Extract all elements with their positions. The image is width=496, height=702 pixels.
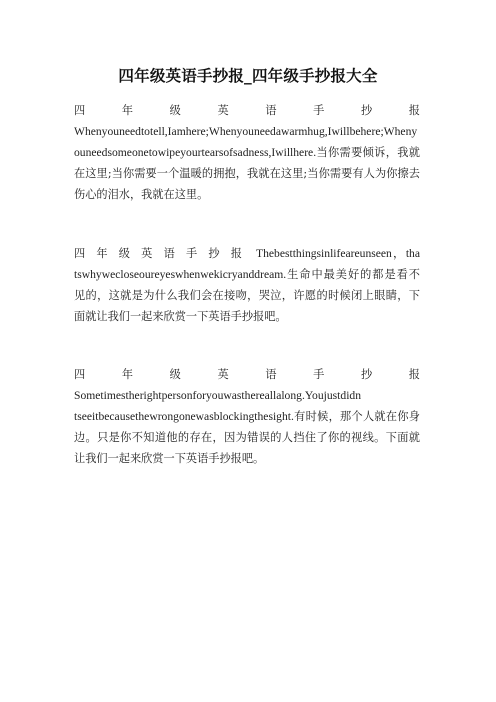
heading-char: 级	[118, 247, 130, 260]
heading-char: 手	[313, 368, 325, 381]
heading-char: 手	[313, 104, 325, 117]
heading-char: 抄	[360, 368, 373, 381]
heading-char: 英	[217, 368, 229, 381]
heading-char: 四	[74, 247, 86, 260]
paragraph-2-english: Thebestthingsinlifeareunseen，thatswhywecloseoureyeswhenwekicryanddream.	[74, 247, 420, 281]
paragraph-3-heading	[74, 364, 420, 385]
heading-char: 四	[74, 104, 86, 117]
heading-char: 手	[185, 247, 198, 260]
paragraph-1-body	[74, 121, 420, 205]
paragraph-2	[74, 243, 420, 327]
paragraph-3-english-line-1: Sometimestherightpersonforyouwasthereallalong.Youjustdidn	[74, 389, 362, 402]
paragraph-3-body	[74, 406, 420, 469]
paragraph-1-english: Whenyouneedtotell,Iamhere;Whenyouneedawarmhug,Iwillbehere;Whenyouneedsomeonetowipeyourtearsofsadness,Iwillhere.	[74, 125, 418, 159]
heading-char: 年	[121, 368, 134, 381]
heading-char: 报	[230, 247, 242, 260]
heading-char: 级	[169, 104, 181, 117]
heading-char: 报	[408, 368, 420, 381]
document-title: 四年级英语手抄报_四年级手抄报大全	[118, 67, 378, 85]
paragraph-2-chinese: 生命中最美好的都是看不见的，这就是为什么我们会在接吻，哭泣，许愿的时候闭上眼睛，下面就让我们一起来欣赏一下英语手抄报吧。	[74, 268, 420, 323]
heading-char: 语	[163, 247, 175, 260]
heading-char: 英	[217, 104, 229, 117]
paragraph-2-heading	[74, 243, 242, 264]
paragraph-3-chinese: 有时候，那个人就在你身边。只是你不知道他的存在，因为错误的人挡住了你的视线。下面就让我们一起来欣赏一下英语手抄报吧。	[74, 410, 420, 465]
heading-char: 语	[265, 368, 277, 381]
paragraph-1-heading	[74, 100, 420, 121]
paragraph-3	[74, 364, 420, 469]
heading-char: 级	[169, 368, 181, 381]
heading-char: 英	[141, 247, 153, 260]
paragraph-1-chinese: 当你需要倾诉，我就在这里;当你需要一个温暖的拥抱，我就在这里;当你需要有人为你擦去伤心的泪水，我就在这里。	[74, 146, 420, 201]
heading-char: 抄	[208, 247, 220, 260]
paragraph-1	[74, 100, 420, 205]
paragraph-3-english-line-2: tseeitbecausethewrongonewasblockingthesight.	[74, 410, 294, 423]
paragraph-2-body	[74, 243, 420, 327]
heading-char: 报	[408, 104, 420, 117]
heading-char: 四	[74, 368, 86, 381]
heading-char: 抄	[360, 104, 373, 117]
heading-char: 年	[121, 104, 134, 117]
heading-char: 语	[265, 104, 277, 117]
heading-char: 年	[96, 247, 108, 260]
